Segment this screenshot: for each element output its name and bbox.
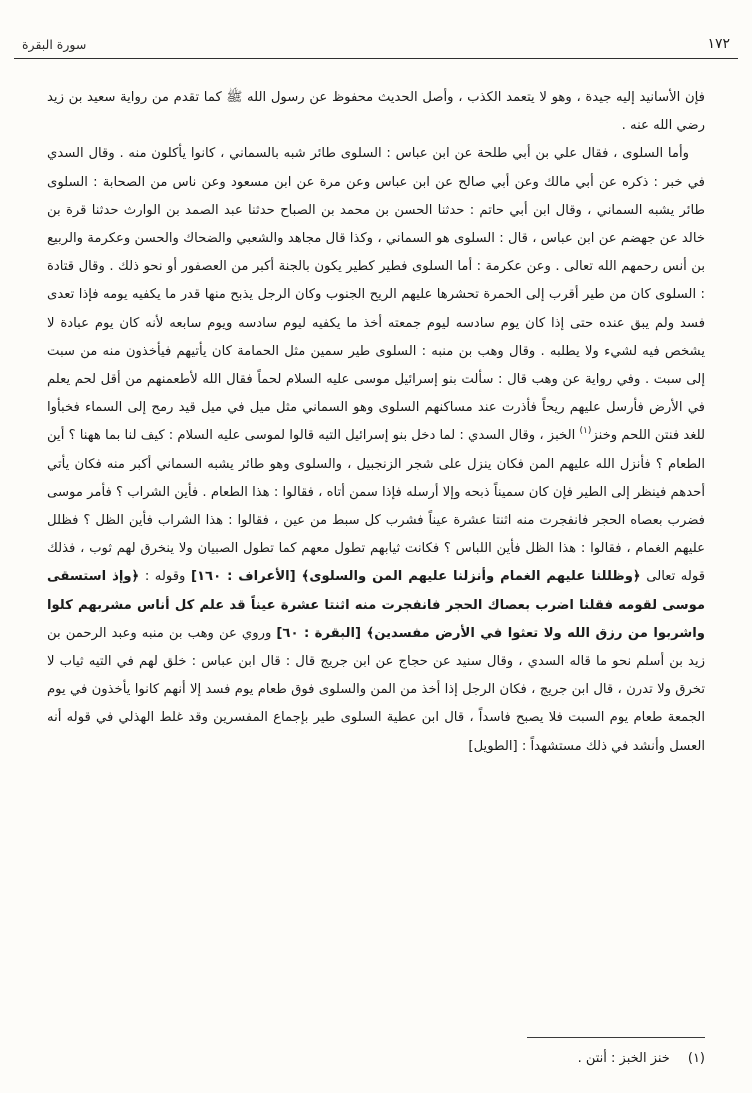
text-segment: وقوله : xyxy=(139,569,191,585)
footnote-divider xyxy=(527,1037,705,1038)
footnote-section xyxy=(47,1037,705,1069)
text-segment: وروي عن وهب بن منبه وعبد الرحمن بن زيد بن أسلم نحو ما قاله السدي ، وقال سنيد عن حجاج عن ابن جريج قال : قال ابن عباس : خلق لهم في التيه ثياب لا تخرق ولا تدرن ، قال ابن جريج ، فكان الرجل إذا أخذ من المن والسلوى فوق طعام يوم فسد إلا أنهم كانوا يأخذون في يوم الجمعة طعام يوم السبت فلا يصبح فاسداً ، قال ابن عطية السلوى طير بإجماع المفسرين وقد غلط الهذلي في قوله أنه العسل وأنشد في ذلك مستشهداً : [الطويل] xyxy=(47,625,705,754)
page-header xyxy=(14,36,738,59)
paragraph xyxy=(47,84,705,140)
ayah-reference: [البقرة : ٦٠] xyxy=(276,625,367,641)
ayah-reference: [الأعراف : ١٦٠] xyxy=(190,569,302,585)
page-body xyxy=(47,84,705,1022)
text-segment: الخبز ، وقال السدي : لما دخل بنو إسرائيل التيه قالوا لموسى عليه السلام : كيف لنا بما ههنا ؟ أين الطعام ؟ فأنزل الله عليهم المن فكان ينزل على شجر الزنجبيل ، والسلوى وهو طائر يشبه السماني أكبر منه فكان يأتي أحدهم فينظر إلى الطير فإن كان سميناً ذبحه وإلا أرسله فإذا سمن أتاه ، فقالوا : هذا الطعام . فأين الشراب ؟ فأمر موسى فضرب بعصاه الحجر فانفجرت منه اثنتا عشرة عيناً فشرب كل سبط من عين ، فقالوا : هذا الشراب فأين الظل ؟ فظلل عليهم الغمام ، فقالوا : هذا الظل فأين اللباس ؟ فكانت ثيابهم تطول معهم كما تطول الصبيان ولا ينخرق لهم ثوب ، فذلك قوله تعالى xyxy=(47,428,705,585)
paragraph xyxy=(47,140,705,760)
footnote-ref: (١) xyxy=(579,426,592,437)
text-segment: وأما السلوى ، فقال علي بن أبي طلحة عن ابن عباس : السلوى طائر شبه بالسماني ، كانوا يأكلون منه . وقال السدي في خبر : ذكره عن أبي مالك وعن أبي صالح عن ابن عباس وعن مرة عن ابن مسعود وعن ناس من الصحابة : السلوى طائر يشبه السماني ، وقال ابن أبي حاتم : حدثنا الحسن بن محمد بن الصباح حدثنا عبد الصمد بن الوارث حدثنا قرة بن خالد عن جهضم عن ابن عباس ، قال : السلوى هو السماني ، وكذا قال مجاهد والشعبي والضحاك والحسن وعكرمة والربيع بن أنس رحمهم الله تعالى . وعن عكرمة : أما السلوى فطير كطير يكون بالجنة أكبر من العصفور أو نحو ذلك . وقال قتادة : السلوى كان من طير أقرب إلى الحمرة تحشرها عليهم الريح الجنوب وكان الرجل يذبح منها قدر ما يكفيه يومه فإذا تعدى فسد ولم يبق عنده حتى إذا كان يوم سادسه ليوم جمعته أخذ ما يكفيه ليوم سادسه ويوم سابعه لأنه كان يوم عبادة لا يشخص فيه لشيء ولا يطلبه . وقال وهب بن منبه : السلوى طير سمين مثل الحمامة كان يأتيهم فيأخذون منه من سبت إلى سبت . وفي رواية عن وهب قال : سألت بنو إسرائيل موسى عليه السلام لحماً فقال الله لأطعمنهم من أقل لحم يعلم في الأرض فأرسل عليهم ريحاً فأذرت عند مساكنهم السلوى وهو السماني مثل ميل في ميل قيد رمح إلى السماء فخبأوا للغد فنتن اللحم وخنز xyxy=(47,146,705,444)
quran-verse: ﴿وإذ استسقى موسى لقومه فقلنا اضرب بعصاك الحجر فانفجرت منه اثنتا عشرة عيناً قد علم كل أناس مشربهم كلوا واشربوا من رزق الله ولا تعثوا في الأرض مفسدين﴾ xyxy=(47,569,705,641)
page-number: ١٧٢ xyxy=(707,36,730,52)
footnote-marker: (١) xyxy=(687,1051,705,1066)
footnote-text: خنز الخبز : أنتن . xyxy=(577,1051,670,1066)
footnote xyxy=(47,1049,705,1069)
text-segment: فإن الأسانيد إليه جيدة ، وهو لا يتعمد الكذب ، وأصل الحديث محفوظ عن رسول الله ﷺ كما تقدم من رواية سعيد بن زيد رضي الله عنه . xyxy=(47,90,705,134)
surah-title: سورة البقرة xyxy=(22,37,87,52)
quran-verse: ﴿وظللنا عليهم الغمام وأنزلنا عليهم المن والسلوى﴾ xyxy=(301,569,641,585)
